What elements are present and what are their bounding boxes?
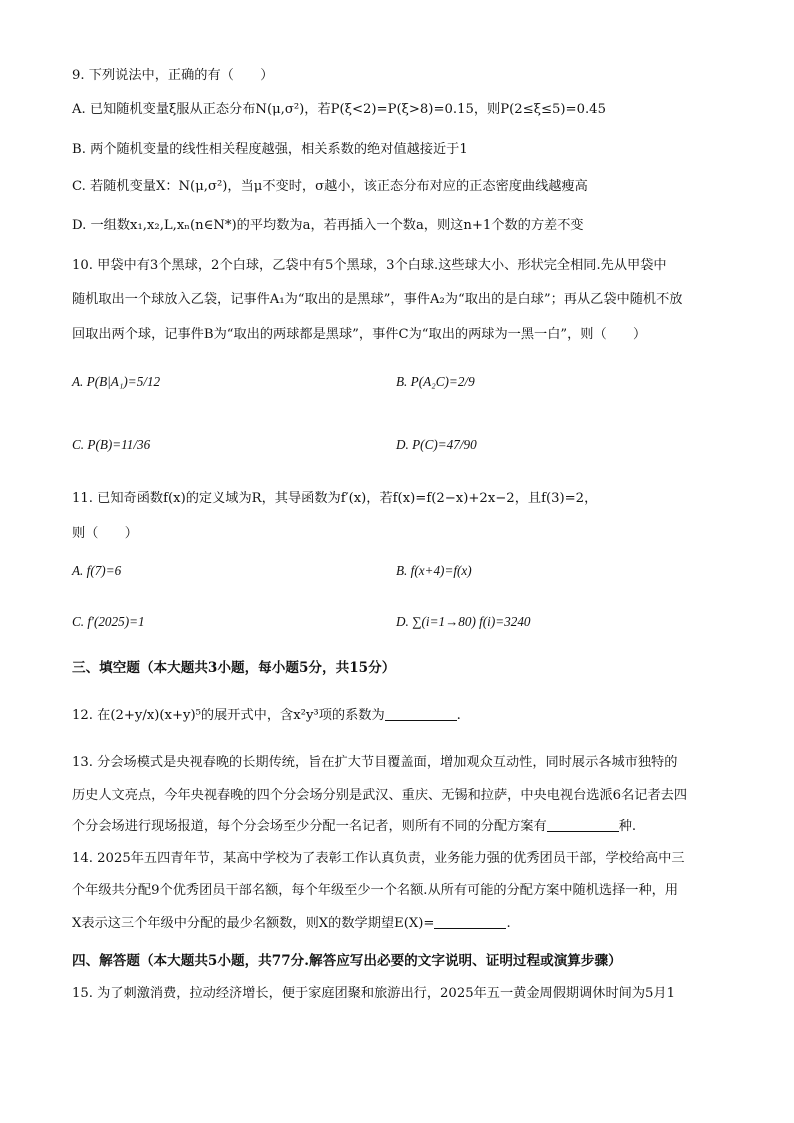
q10-option-c: C. P(B)=11/36	[72, 437, 151, 452]
q13-line-2: 历史人文亮点，今年央视春晚的四个分会场分别是武汉、重庆、无锡和拉萨，中央电视台选派6名记者去四	[72, 788, 688, 803]
q9-option-a: A. 已知随机变量ξ服从正态分布N(μ,σ²)，若P(ξ<2)=P(ξ>8)=0.15，则P(2≤ξ≤5)=0.45	[72, 102, 606, 117]
q13-end: 种.	[618, 819, 637, 834]
section-4-heading: 四、解答题（本大题共5小题，共77分.解答应写出必要的文字说明、证明过程或演算步骤）	[72, 953, 622, 969]
q9-stem: 9. 下列说法中，正确的有（ ）	[72, 68, 274, 83]
q11-option-d: D. ∑(i=1→80) f(i)=3240	[396, 614, 531, 629]
q14-end: .	[506, 916, 511, 931]
q14-answer-blank	[434, 915, 506, 929]
q9-option-d: D. 一组数x₁,x₂,L,xₙ(n∈N*)的平均数为a，若再插入一个数a，则这n+1个数的方差不变	[72, 218, 584, 233]
q12-line	[72, 707, 461, 725]
q14-line-1: 14. 2025年五四青年节，某高中学校为了表彰工作认真负责，业务能力强的优秀团员干部，学校给高中三	[72, 851, 685, 866]
q10-option-d: D. P(C)=47/90	[396, 437, 477, 452]
q13-line-3	[72, 818, 636, 836]
q13-line-1: 13. 分会场模式是央视春晚的长期传统，旨在扩大节目覆盖面，增加观众互动性，同时展示各城市独特的	[72, 755, 678, 770]
q9-option-c: C. 若随机变量X：N(μ,σ²)，当μ不变时，σ越小，该正态分布对应的正态密度曲线越瘦高	[72, 179, 588, 194]
q11-line-2: 则（ ）	[72, 526, 138, 541]
q13-text: 个分会场进行现场报道，每个分会场至少分配一名记者，则所有不同的分配方案有	[72, 819, 547, 834]
q14-line-2: 个年级共分配9个优秀团员干部名额，每个年级至少一个名额.从所有可能的分配方案中随机选择一种，用	[72, 883, 679, 898]
q10-line-2: 随机取出一个球放入乙袋，记事件A₁为“取出的是黑球”，事件A₂为“取出的是白球”；再从乙袋中随机不放	[72, 292, 683, 307]
q10-option-b: B. P(A₂C)=2/9	[396, 374, 475, 389]
q13-answer-blank	[547, 818, 619, 832]
q12-answer-blank	[385, 707, 457, 721]
q10-line-3: 回取出两个球，记事件B为“取出的两球都是黑球”，事件C为“取出的两球为一黑一白”，则（ ）	[72, 327, 647, 342]
q14-line-3	[72, 915, 511, 933]
q11-option-c: C. f′(2025)=1	[72, 614, 145, 629]
q9-option-b: B. 两个随机变量的线性相关程度越强，相关系数的绝对值越接近于1	[72, 142, 468, 157]
q11-line-1: 11. 已知奇函数f(x)的定义域为R，其导函数为f′(x)，若f(x)=f(2−x)+2x−2，且f(3)=2，	[72, 491, 598, 506]
q12-text: 12. 在(2+y/x)(x+y)⁵的展开式中，含x²y³项的系数为	[72, 708, 385, 723]
section-3-heading: 三、填空题（本大题共3小题，每小题5分，共15分）	[72, 660, 396, 676]
q11-option-b: B. f(x+4)=f(x)	[396, 563, 472, 578]
q15-line-1: 15. 为了刺激消费，拉动经济增长，便于家庭团聚和旅游出行，2025年五一黄金周假期调休时间为5月1	[72, 986, 676, 1001]
q10-line-1: 10. 甲袋中有3个黑球，2个白球，乙袋中有5个黑球，3个白球.这些球大小、形状完全相同.先从甲袋中	[72, 258, 667, 273]
q10-option-a: A. P(B|A₁)=5/12	[72, 374, 161, 389]
q11-option-a: A. f(7)=6	[72, 563, 122, 578]
q14-text: X表示这三个年级中分配的最少名额数，则X的数学期望E(X)=	[72, 916, 435, 931]
q12-end: .	[456, 708, 461, 723]
